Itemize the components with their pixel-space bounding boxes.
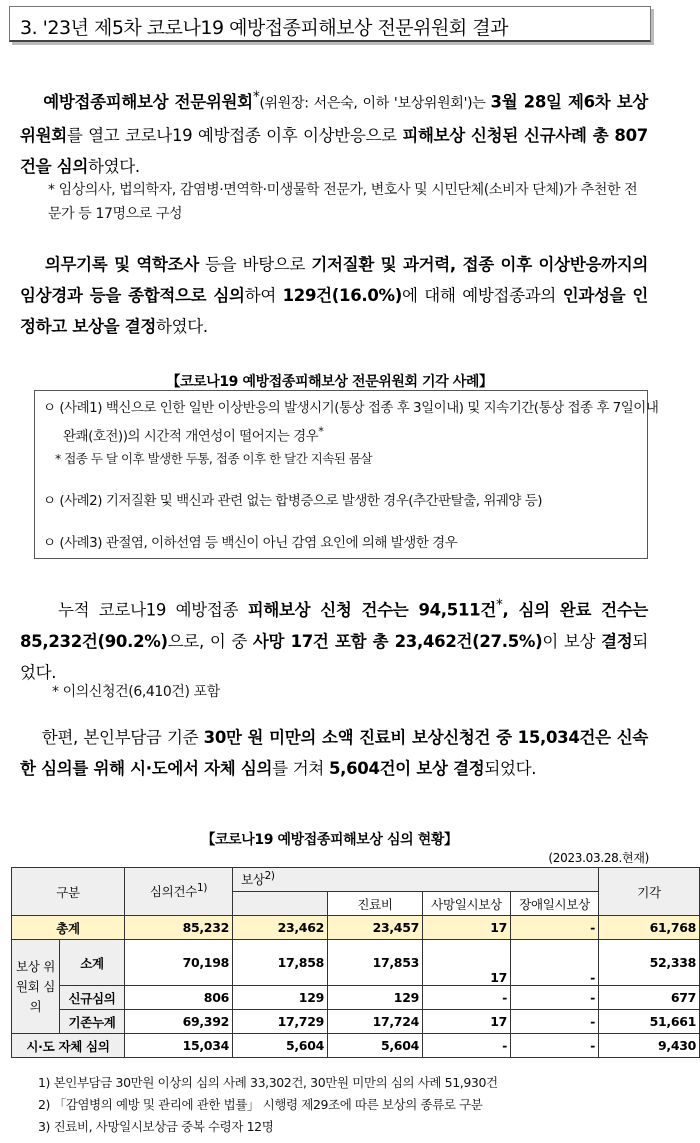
text: 등을 바탕으로	[198, 255, 312, 274]
cell-samang: -	[423, 986, 511, 1010]
rejection-cases-box	[34, 390, 659, 559]
text: 한편, 본인부담금 기준	[41, 728, 204, 747]
cell-jangae: -	[511, 940, 599, 986]
cell-jangae: -	[511, 1034, 599, 1058]
table-row-total	[12, 916, 700, 940]
text: 되었다.	[20, 631, 648, 682]
header-gigak-text: 기각	[637, 884, 661, 900]
reviewed-count: , 심의 완료 건수는 85,232건(90.2%)	[20, 600, 648, 651]
footnote-marker: 1)	[197, 882, 208, 895]
footnote-1: 1) 본인부담금 30만원 이상의 심의 사례 33,302건, 30만원 미만의 심의 사례 51,930건	[38, 1075, 498, 1090]
footnote-marker: *	[252, 89, 260, 105]
text: 를 거쳐	[272, 759, 329, 778]
cell-jinryo: 17,853	[328, 940, 423, 986]
row-label: 기존누계	[60, 1010, 125, 1034]
cell-samang: 17	[423, 916, 511, 940]
header-jangae: 장애일시보상	[511, 892, 599, 916]
header-bosang-text: 보상	[241, 872, 265, 888]
row-label: 총계	[12, 916, 125, 940]
paragraph-committee	[20, 82, 648, 182]
cell-gigak: 677	[599, 986, 700, 1010]
cell-samang: -	[423, 1034, 511, 1058]
case-1-text: ㅇ (사례1) 백신으로 인한 일반 이상반응의 발생시기(통상 접종 후 3일이내) 및 지속기간(통상 접종 후 7일이내 완쾌(호전))의 시간적 개연성이 떨어지는 경우	[43, 400, 659, 445]
cumulative-note: * 이의신청건(6,410건) 포함	[52, 684, 220, 700]
section-title: 3. '23년 제5차 코로나19 예방접종피해보상 전문위원회 결과	[20, 17, 508, 39]
committee-chair: (위원장: 서은숙, 이하 '보상위원회')는	[259, 95, 491, 112]
table-row-new	[12, 986, 700, 1010]
cell-samang: 17	[423, 940, 511, 986]
text: 이 보상	[542, 631, 596, 651]
table-title: 【코로나19 예방접종피해보상 심의 현황】	[201, 832, 458, 848]
header-gubun-text: 구분	[56, 884, 80, 900]
meeting-date: 3월 28일 제6차 보상위원회	[20, 92, 648, 145]
cell-jangae: -	[511, 986, 599, 1010]
cell-jangae: -	[511, 1010, 599, 1034]
table-row-existing	[12, 1010, 700, 1034]
header-simui-text: 심의건수	[149, 884, 197, 900]
text: 를 열고 코로나19 예방접종 이후 이상반응으로	[66, 125, 403, 145]
header-gigak	[599, 868, 700, 916]
cell-gigak: 52,338	[599, 940, 700, 986]
cell-gigak: 51,661	[599, 1010, 700, 1034]
case-2: ㅇ (사례2) 기저질환 및 백신과 관련 없는 합병증으로 발생한 경우(추간판탈출, 위궤양 등)	[43, 493, 543, 509]
text: 결정	[601, 631, 633, 651]
text: 하였다.	[156, 317, 208, 336]
table-row-subtotal	[12, 940, 700, 986]
cell-simui: 70,198	[125, 940, 233, 986]
cell-gigak: 61,768	[599, 916, 700, 940]
rejection-box-title: 【코로나19 예방접종피해보상 전문위원회 기각 사례】	[166, 374, 493, 390]
row-label: 소계	[60, 940, 125, 986]
new-cases: 피해보상 신청된 신규사례 총 807건을 심의	[20, 125, 648, 176]
header-bosang-span	[328, 868, 599, 892]
footnote-marker: *	[318, 425, 324, 438]
footnote-2: 2) 「감염병의 예방 및 관리에 관한 법률」 시행령 제29조에 따른 보상의 종류로 구분	[38, 1097, 483, 1112]
section-title-box	[9, 6, 651, 42]
cell-bosang: 5,604	[233, 1034, 328, 1058]
text: 하여	[244, 286, 283, 305]
cell-bosang: 17,858	[233, 940, 328, 986]
text: 에 대해 예방접종과의	[402, 286, 563, 305]
cell-simui: 15,034	[125, 1034, 233, 1058]
compensated-count: 사망 17건 포함 총 23,462건(27.5%)	[252, 631, 543, 651]
cell-jangae: -	[511, 916, 599, 940]
header-samang: 사망일시보상	[423, 892, 511, 916]
cell-simui: 85,232	[125, 916, 233, 940]
text: 5,604건이 보상 결정	[328, 759, 485, 778]
cell-bosang: 23,462	[233, 916, 328, 940]
case-1-note: * 접종 두 달 이후 발생한 두통, 접종 이후 한 달간 지속된 몸살	[55, 451, 373, 466]
case-3: ㅇ (사례3) 관절염, 이하선염 등 백신이 아닌 감염 요인에 의해 발생한 경우	[43, 535, 458, 551]
text: 으로, 이 중	[167, 631, 253, 651]
text: 기저질환 및 과거력, 접종 이후 이상반응까지의 임상경과 등을 종합적으로 심의	[20, 255, 649, 305]
cell-jinryo: 5,604	[328, 1034, 423, 1058]
paragraph-cumulative	[20, 590, 648, 688]
cell-gigak: 9,430	[599, 1034, 700, 1058]
cell-jinryo: 129	[328, 986, 423, 1010]
table-header-row	[12, 868, 700, 892]
paragraph-sido	[20, 722, 648, 784]
row-label: 시·도 자체 심의	[12, 1034, 125, 1058]
text: 하였다.	[88, 156, 140, 176]
paragraph-review	[20, 249, 648, 342]
text: 30만 원 미만의 소액 진료비 보상신청건 중 15,034건은 신속한 심의를 위해 시·도에서 자체 심의	[20, 728, 649, 778]
footnote-3: 3) 진료비, 사망일시보상금 중복 수령자 12명	[38, 1119, 274, 1134]
row-label: 신규심의	[60, 986, 125, 1010]
committee-name: 예방접종피해보상 전문위원회	[43, 92, 253, 112]
text: 되었다.	[484, 759, 537, 778]
committee-note: * 임상의사, 법의학자, 감염병·면역학·미생물학 전문가, 변호사 및 시민단체(소비자 단체)가 추천한 전문가 등 17명으로 구성	[48, 182, 638, 222]
text: 의무기록 및 역학조사	[44, 255, 199, 274]
cell-bosang: 129	[233, 986, 328, 1010]
header-jinryo: 진료비	[328, 892, 423, 916]
text: 인과성을 인정하고 보상을 결정	[20, 286, 649, 336]
header-bosang-empty	[233, 892, 328, 916]
table-row-sido	[12, 1034, 700, 1058]
case-1	[43, 396, 661, 449]
review-status-table	[11, 867, 700, 1058]
header-gubun	[12, 868, 125, 916]
header-bosang	[233, 868, 328, 892]
approved-count: 129건(16.0%)	[282, 286, 403, 305]
text: 누적 코로나19 예방접종	[58, 600, 248, 620]
total-applications: 피해보상 신청 건수는 94,511건	[247, 600, 496, 620]
group-label: 보상 위원회 심의	[12, 940, 60, 1034]
footnote-marker: 2)	[264, 870, 275, 883]
cell-jinryo: 23,457	[328, 916, 423, 940]
cell-jinryo: 17,724	[328, 1010, 423, 1034]
header-simui	[125, 868, 233, 916]
table-date: (2023.03.28.현재)	[548, 851, 649, 865]
cell-bosang: 17,729	[233, 1010, 328, 1034]
cell-simui: 69,392	[125, 1010, 233, 1034]
footnote-marker: *	[495, 597, 503, 613]
cell-simui: 806	[125, 986, 233, 1010]
cell-samang: 17	[423, 1010, 511, 1034]
